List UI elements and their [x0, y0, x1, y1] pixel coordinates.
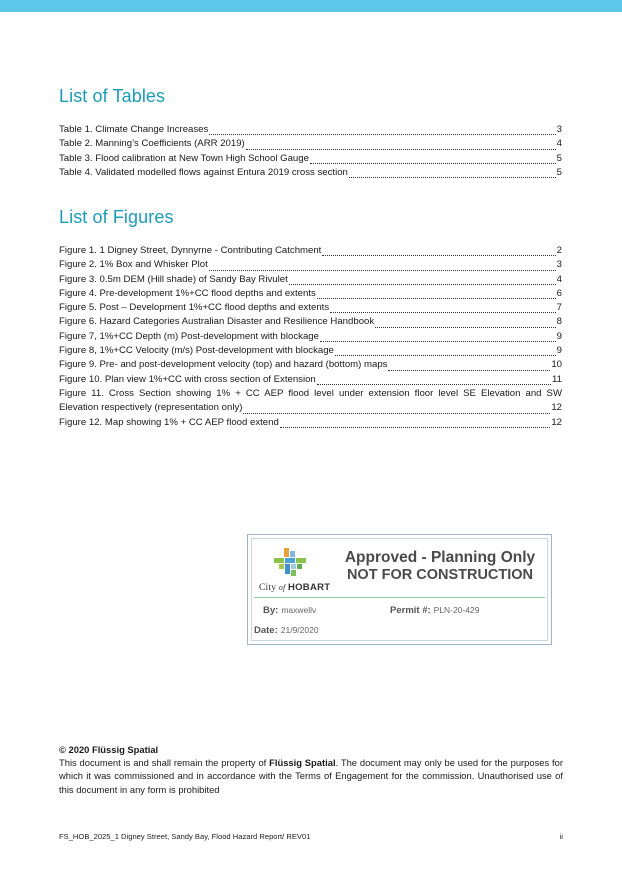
stamp-permit-label: Permit #:: [390, 605, 431, 616]
list-of-figures-heading: List of Figures: [59, 207, 174, 227]
copyright-body-text-end: . The document may only be used for the purposes for which it was commissioned and in accordance with the Terms of Engagement for the commission. Unauthorised use of this document in any form is prohibited: [59, 757, 563, 795]
stamp-by-value: maxwellv: [281, 605, 317, 615]
dot-leader: [388, 359, 550, 371]
toc-entry-text: Figure 7, 1%+CC Depth (m) Post-development with blockage: [59, 330, 319, 342]
toc-page-number: 6: [556, 287, 562, 299]
toc-page-number: 4: [556, 138, 562, 150]
toc-page-number: 8: [556, 316, 562, 328]
stamp-date-label: Date:: [254, 625, 278, 636]
toc-entry-text: Elevation respectively (representation only): [59, 402, 243, 414]
dot-leader: [317, 373, 551, 385]
toc-page-number: 3: [556, 259, 562, 271]
stamp-approval-title: Approved - Planning Only: [344, 549, 536, 566]
dot-leader: [335, 344, 556, 356]
toc-page-number: 7: [556, 302, 562, 314]
city-name: HOBART: [287, 582, 331, 593]
toc-entry-text: Figure 1. 1 Digney Street, Dynnyrne - Contributing Catchment: [59, 245, 322, 256]
dot-leader: [320, 330, 556, 342]
figure-entry[interactable]: [59, 287, 562, 301]
table-entry[interactable]: [59, 152, 562, 166]
toc-page-number: 4: [556, 273, 562, 285]
figure-entry[interactable]: [59, 373, 562, 387]
toc-entry-text: Figure 8, 1%+CC Velocity (m/s) Post-development with blockage: [59, 345, 334, 357]
stamp-permit-field: [390, 605, 480, 616]
figure-entry[interactable]: [59, 387, 562, 416]
toc-entry-text: Table 1. Climate Change Increases: [59, 124, 209, 135]
toc-entry-text: Figure 10. Plan view 1%+CC with cross section of Extension: [59, 373, 316, 385]
toc-entry-text: Table 2. Manning’s Coefficients (ARR 2019): [59, 138, 245, 150]
dot-leader: [209, 123, 555, 135]
table-entry[interactable]: [59, 166, 562, 180]
approval-stamp: [247, 534, 552, 645]
city-of-hobart-wordmark: [259, 582, 330, 593]
toc-entry-text: Figure 2. 1% Box and Whisker Plot: [59, 259, 208, 271]
figure-entry[interactable]: [59, 273, 562, 287]
dot-leader: [317, 287, 556, 299]
dot-leader: [349, 166, 556, 178]
list-of-tables: [59, 123, 562, 180]
figure-entry[interactable]: [59, 301, 562, 315]
toc-page-number: 12: [551, 416, 562, 428]
toc-entry-text: Figure 12. Map showing 1% + CC AEP flood extend: [59, 416, 279, 428]
toc-entry-text: Figure 3. 0.5m DEM (Hill shade) of Sandy Bay Rivulet: [59, 273, 288, 285]
figure-entry[interactable]: [59, 315, 562, 329]
city-of: of: [278, 583, 286, 592]
copyright-company: Flüssig Spatial: [269, 757, 336, 769]
dot-leader: [243, 402, 550, 414]
table-entry[interactable]: [59, 137, 562, 151]
copyright-notice: [59, 743, 563, 796]
dot-leader: [375, 316, 555, 328]
dot-leader: [330, 301, 556, 313]
stamp-by-label: By:: [263, 605, 279, 616]
dot-leader: [310, 152, 556, 164]
page-number: ii: [559, 832, 563, 841]
toc-entry-text: Figure 4. Pre-development 1%+CC flood depths and extents: [59, 287, 316, 299]
list-of-tables-heading: List of Tables: [59, 86, 166, 106]
copyright-body: [59, 756, 563, 796]
figure-entry[interactable]: [59, 344, 562, 358]
figure-entry[interactable]: [59, 244, 562, 258]
footer-document-reference: FS_HOB_2025_1 Digney Street, Sandy Bay, Flood Hazard Report/ REV01: [59, 832, 311, 841]
copyright-heading: © 2020 Flüssig Spatial: [59, 744, 159, 755]
figure-entry[interactable]: [59, 416, 562, 430]
figure-entry[interactable]: [59, 358, 562, 372]
table-entry[interactable]: [59, 123, 562, 137]
toc-entry-text: Figure 9. Pre- and post-development velocity (top) and hazard (bottom) maps: [59, 359, 388, 371]
figure-entry[interactable]: [59, 330, 562, 344]
toc-entry-text: Table 4. Validated modelled flows against Entura 2019 cross section: [59, 166, 348, 178]
toc-page-number: 10: [551, 359, 562, 371]
city-prefix: City: [259, 583, 277, 593]
dot-leader: [322, 244, 555, 256]
figure-entry[interactable]: [59, 258, 562, 272]
toc-entry-text: Figure 11. Cross Section showing 1% + CC AEP flood level under extension floor level SE Elevation and SW: [59, 387, 562, 399]
header-bar: [0, 0, 622, 12]
toc-page-number: 5: [556, 152, 562, 164]
toc-entry-continuation: [59, 401, 562, 415]
toc-page-number: 2: [556, 245, 562, 256]
stamp-construction-notice: NOT FOR CONSTRUCTION: [346, 567, 534, 583]
toc-entry-text: Table 3. Flood calibration at New Town High School Gauge: [59, 152, 309, 164]
toc-entry-text: Figure 6. Hazard Categories Australian Disaster and Resilience Handbook: [59, 316, 375, 328]
dot-leader: [280, 416, 551, 428]
toc-page-number: 9: [556, 345, 562, 357]
toc-page-number: 3: [556, 124, 562, 135]
dot-leader: [209, 259, 556, 271]
dot-leader: [246, 138, 556, 150]
list-of-figures: [59, 244, 562, 430]
stamp-date-value: 21/9/2020: [280, 625, 319, 635]
toc-entry-text: Figure 5. Post – Development 1%+CC flood depths and extents: [59, 302, 330, 314]
toc-page-number: 5: [556, 166, 562, 178]
toc-page-number: 11: [552, 373, 562, 385]
stamp-date-field: [254, 625, 319, 636]
stamp-divider: [254, 597, 545, 598]
dot-leader: [289, 273, 556, 285]
city-of-hobart-logo-icon: [270, 548, 310, 580]
toc-page-number: 9: [556, 330, 562, 342]
copyright-body-text: This document is and shall remain the property of: [59, 757, 270, 769]
toc-page-number: 12: [551, 402, 562, 414]
stamp-by-field: [263, 605, 316, 616]
stamp-permit-value: PLN-20-429: [433, 605, 480, 615]
